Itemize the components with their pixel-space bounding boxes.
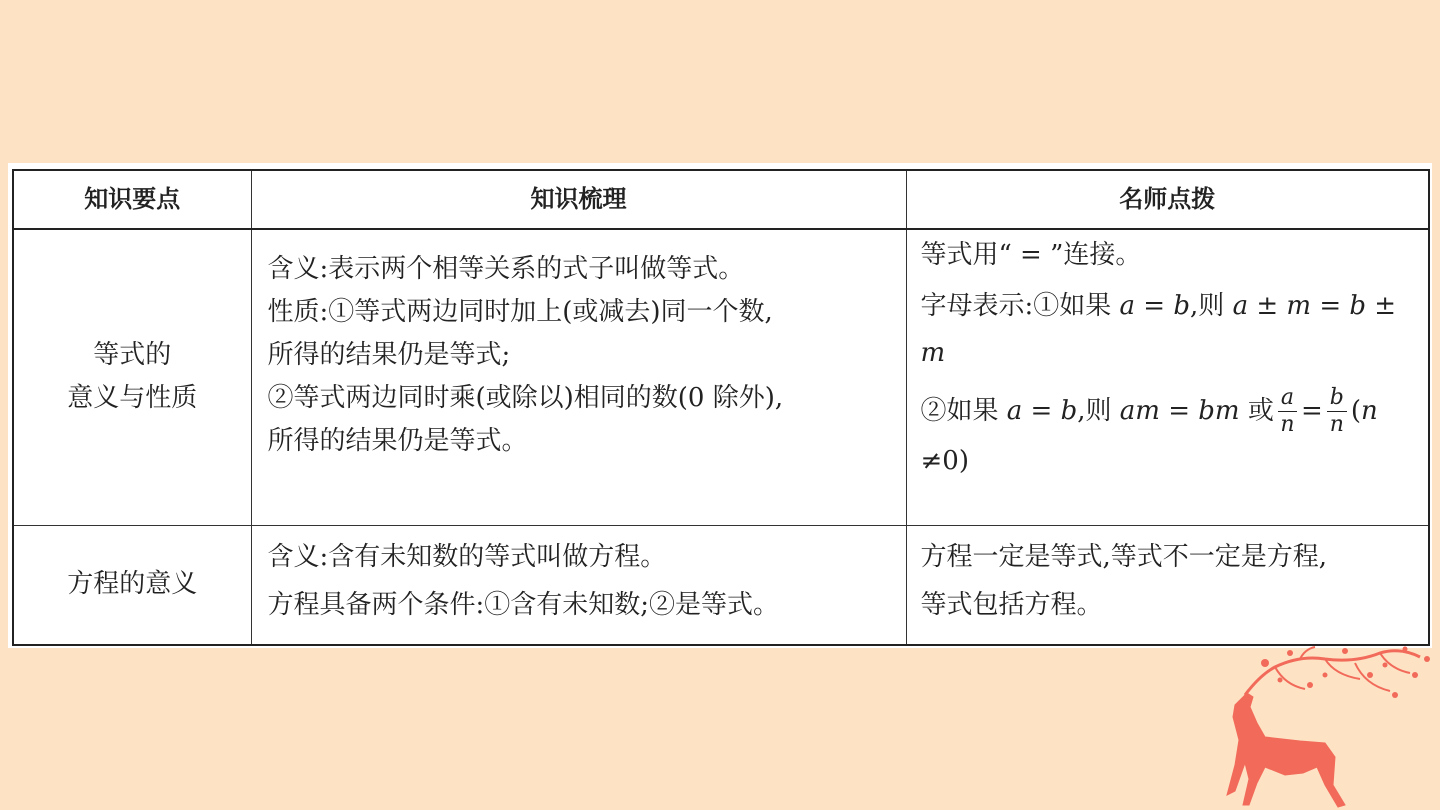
review-cell xyxy=(251,229,906,525)
fraction-denominator: n xyxy=(1280,412,1295,438)
header-knowledge-review: 知识梳理 xyxy=(251,170,906,229)
tip-line: 等式包括方程。 xyxy=(920,590,1103,621)
math-var: b xyxy=(1060,395,1078,426)
math-var: n xyxy=(1361,395,1378,426)
table-row xyxy=(13,525,1429,645)
tip-text: ,则 xyxy=(1190,290,1233,321)
fraction-numerator: a xyxy=(1278,385,1297,412)
tip-formula-line xyxy=(921,385,1417,439)
table-header-row xyxy=(13,170,1429,229)
math-var: bm xyxy=(1198,395,1240,426)
tip-text: 字母表示:①如果 xyxy=(920,290,1120,321)
math-var: m xyxy=(1286,290,1312,321)
review-line: 所得的结果仍是等式。 xyxy=(267,425,528,456)
review-cell xyxy=(251,525,906,645)
math-op: = xyxy=(1022,395,1061,426)
tip-text: ②如果 xyxy=(920,395,1007,426)
topic-line: 意义与性质 xyxy=(67,383,198,414)
deer-icon xyxy=(1205,645,1435,810)
math-op: ( xyxy=(1350,395,1362,426)
knowledge-table xyxy=(12,169,1430,646)
topic-cell xyxy=(13,229,251,525)
tip-formula-line: ≠0) xyxy=(920,446,969,477)
math-var: am xyxy=(1119,395,1160,426)
table-row xyxy=(13,229,1429,525)
review-line: 含义:含有未知数的等式叫做方程。 xyxy=(267,541,667,572)
math-var: a xyxy=(1006,395,1023,426)
math-var: b xyxy=(1349,290,1367,321)
tips-cell xyxy=(906,525,1429,645)
math-var: m xyxy=(920,337,946,368)
review-line: 含义:表示两个相等关系的式子叫做等式。 xyxy=(267,254,745,284)
fraction-denominator: n xyxy=(1329,412,1344,438)
tips-cell xyxy=(906,229,1429,525)
math-op: = xyxy=(1159,395,1199,426)
math-var: b xyxy=(1173,290,1191,321)
math-op: = xyxy=(1135,290,1174,321)
math-var: a xyxy=(1119,290,1136,321)
topic-cell: 方程的意义 xyxy=(13,525,251,645)
tip-text: 或 xyxy=(1239,395,1274,426)
tip-text: ,则 xyxy=(1077,395,1120,426)
review-line: 方程具备两个条件:①含有未知数;②是等式。 xyxy=(267,590,780,621)
fraction-numerator: b xyxy=(1327,385,1347,412)
math-op: ± xyxy=(1248,290,1287,321)
tip-line: 等式用“ = ”连接。 xyxy=(920,240,1142,270)
math-op: ± xyxy=(1366,290,1397,321)
tip-line: 方程一定是等式,等式不一定是方程, xyxy=(920,541,1328,572)
header-teacher-tips: 名师点拨 xyxy=(906,170,1429,229)
review-line: 所得的结果仍是等式; xyxy=(267,339,511,370)
fraction-b-over-n xyxy=(1327,385,1347,439)
topic-line: 等式的 xyxy=(93,340,172,371)
review-line: ②等式两边同时乘(或除以)相同的数(0 除外), xyxy=(267,382,784,413)
header-knowledge-points: 知识要点 xyxy=(13,170,251,229)
knowledge-sheet xyxy=(8,163,1432,648)
math-op: = xyxy=(1300,395,1323,426)
review-line: 性质:①等式两边同时加上(或减去)同一个数, xyxy=(267,296,773,327)
fraction-a-over-n xyxy=(1278,385,1297,439)
tip-formula-line xyxy=(921,332,1417,375)
math-op: = xyxy=(1311,290,1350,321)
math-var: a xyxy=(1232,290,1249,321)
tip-formula-line xyxy=(921,285,1417,328)
